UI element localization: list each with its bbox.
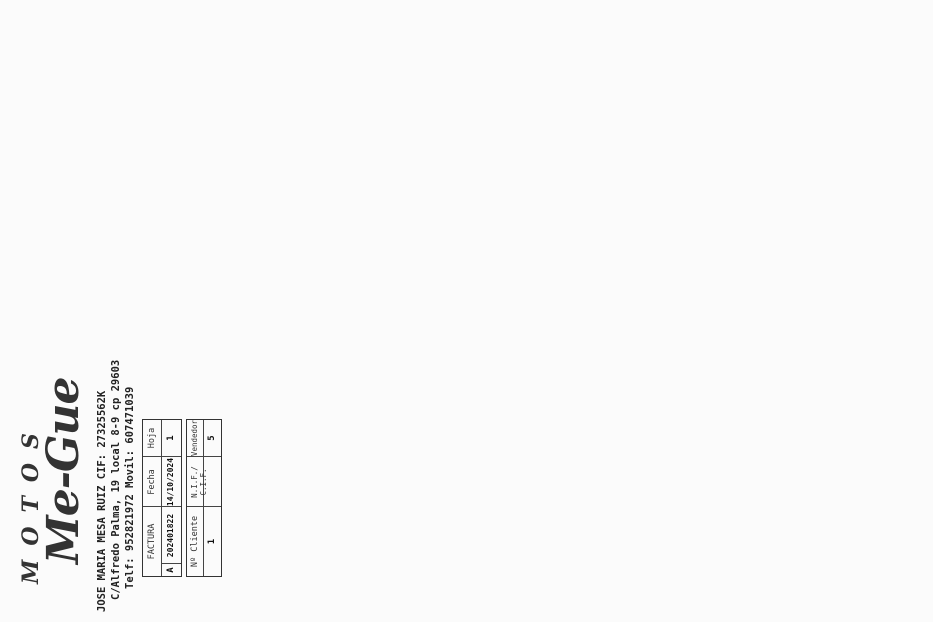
- logo-top-text: MOTOS: [18, 419, 44, 584]
- hoja-label: Hoja: [147, 427, 157, 449]
- fecha-label: Fecha: [147, 469, 157, 495]
- logo-main-text: Me-Gue: [38, 377, 89, 564]
- cliente-box: [186, 419, 222, 577]
- fecha-value: 14/10/2024: [166, 457, 175, 507]
- vendedor-label: Vendedor: [190, 419, 199, 457]
- company-line-2: C/Alfredo Palma, 19 local 8-9 cp 29603: [110, 359, 122, 600]
- cliente-value: 1: [207, 538, 217, 545]
- factura-letter: A: [166, 567, 176, 573]
- company-line-1: JOSE MARIA MESA RUIZ CIF: 27325562K: [96, 390, 108, 612]
- cliente-label: Nº Cliente: [190, 515, 200, 568]
- factura-label: FACTURA: [147, 523, 157, 560]
- company-line-3: Telf: 952821972 Movil: 607471039: [124, 386, 136, 589]
- nif-label: N.I.F./ C.I.F.: [190, 466, 208, 498]
- vendedor-value: 5: [207, 435, 217, 441]
- factura-number: 202401822: [166, 513, 175, 558]
- hoja-value: 1: [166, 435, 176, 441]
- factura-box: [142, 419, 182, 577]
